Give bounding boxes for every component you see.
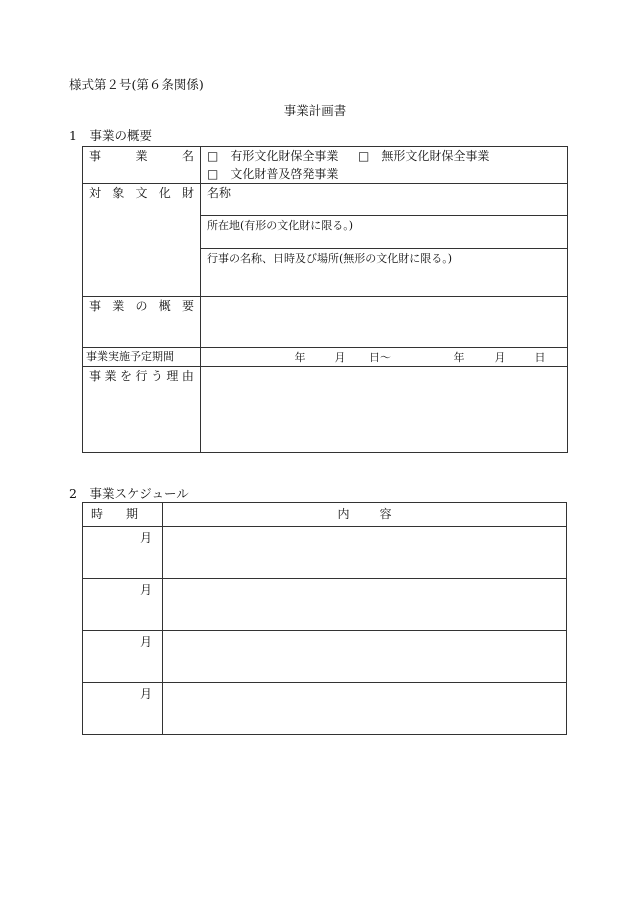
schedule-row-4-month-cell[interactable] bbox=[83, 683, 163, 735]
target-location-label: 所在地(有形の文化財に限る。) bbox=[207, 219, 354, 232]
schedule-row-1-month-cell[interactable] bbox=[83, 527, 163, 579]
target-event-label: 行事の名称、日時及び場所(無形の文化財に限る。) bbox=[207, 252, 453, 265]
option-awareness-promotion[interactable]: □ 文化財普及啓発事業 bbox=[207, 167, 339, 181]
option-intangible-conservation[interactable]: □ 無形文化財保全事業 bbox=[358, 149, 490, 163]
target-location-field[interactable] bbox=[201, 216, 567, 249]
schedule-row-3-content[interactable] bbox=[163, 631, 567, 683]
schedule-row-4-content[interactable] bbox=[163, 683, 567, 735]
target-fields-cell bbox=[201, 184, 568, 297]
document-title: 事業計画書 bbox=[283, 103, 347, 118]
business-overview-table bbox=[82, 146, 568, 453]
schedule-row-2-month: 月 bbox=[139, 583, 152, 597]
schedule-table bbox=[82, 502, 567, 735]
section-2-heading: 2 事業スケジュール bbox=[69, 486, 189, 501]
business-name-label: 事 業 名 bbox=[89, 149, 194, 163]
schedule-header-period-cell bbox=[83, 503, 163, 527]
schedule-row-1-month: 月 bbox=[139, 531, 152, 545]
period-start-day-unit: 日～ bbox=[369, 351, 391, 364]
target-name-label: 名称 bbox=[207, 186, 232, 200]
period-units bbox=[201, 348, 567, 366]
period-end-day-unit: 日 bbox=[534, 351, 546, 364]
reason-input-cell[interactable] bbox=[201, 367, 568, 453]
option-tangible-conservation[interactable]: □ 有形文化財保全事業 bbox=[207, 149, 339, 163]
schedule-row-2-month-cell[interactable] bbox=[83, 579, 163, 631]
schedule-row-1-content[interactable] bbox=[163, 527, 567, 579]
schedule-row-4-month: 月 bbox=[139, 687, 152, 701]
business-name-options-cell bbox=[201, 147, 568, 184]
schedule-row-3-month: 月 bbox=[139, 635, 152, 649]
target-label-cell bbox=[83, 184, 201, 297]
period-end-month-unit: 月 bbox=[494, 351, 506, 364]
period-start-year-unit: 年 bbox=[294, 351, 306, 364]
period-label-cell bbox=[83, 348, 201, 367]
period-input-cell[interactable] bbox=[201, 348, 568, 367]
schedule-header-content-cell bbox=[163, 503, 567, 527]
target-label: 対 象 文 化 財 bbox=[89, 186, 194, 200]
business-name-label-cell bbox=[83, 147, 201, 184]
period-end-year-unit: 年 bbox=[453, 351, 465, 364]
schedule-period-header: 時 期 bbox=[91, 507, 138, 521]
period-start-month-unit: 月 bbox=[334, 351, 346, 364]
target-event-field[interactable] bbox=[201, 249, 567, 296]
overview-label: 事 業 の 概 要 bbox=[89, 299, 194, 313]
period-label: 事業実施予定期間 bbox=[86, 350, 174, 363]
target-name-field[interactable] bbox=[201, 184, 567, 216]
reason-label-cell bbox=[83, 367, 201, 453]
schedule-content-header: 内 容 bbox=[337, 507, 392, 521]
schedule-row-2-content[interactable] bbox=[163, 579, 567, 631]
form-number: 様式第２号(第６条関係) bbox=[69, 77, 204, 92]
overview-label-cell bbox=[83, 297, 201, 348]
schedule-row-3-month-cell[interactable] bbox=[83, 631, 163, 683]
section-1-heading: 1 事業の概要 bbox=[69, 128, 152, 143]
reason-label: 事 業 を 行 う 理 由 bbox=[89, 369, 194, 383]
overview-input-cell[interactable] bbox=[201, 297, 568, 348]
